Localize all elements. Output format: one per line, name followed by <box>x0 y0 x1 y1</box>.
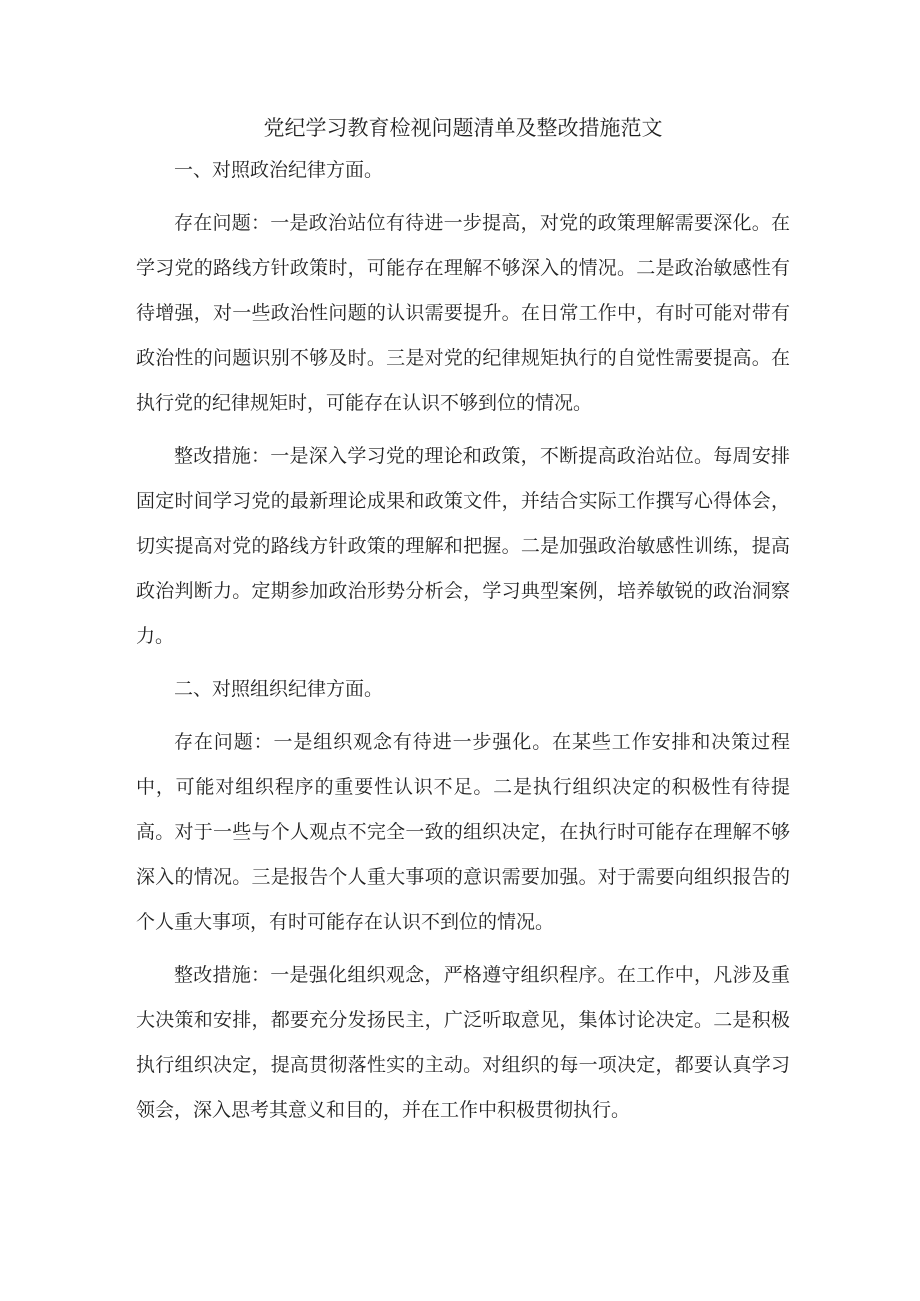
section-measures-political: 整改措施：一是深入学习党的理论和政策，不断提高政治站位。每周安排固定时间学习党的最新理论成果和政策文件，并结合实际工作撰写心得体会，切实提高对党的路线方针政策的理解和把握。二是加强政治敏感性训练，提高政治判断力。定期参加政治形势分析会，学习典型案例，培养敏锐的政治洞察力。 <box>136 445 790 647</box>
section-problems-organizational: 存在问题：一是组织观念有待进一步强化。在某些工作安排和决策过程中，可能对组织程序的重要性认识不足。二是执行组织决定的积极性有待提高。对于一些与个人观点不完全一致的组织决定，在执行时可能存在理解不够深入的情况。三是报告个人重大事项的意识需要加强。对于需要向组织报告的个人重大事项，有时可能存在认识不到位的情况。 <box>136 731 790 933</box>
section-heading-political: 一、对照政治纪律方面。 <box>174 159 384 181</box>
document-body <box>136 108 790 1141</box>
section-problems-political: 存在问题：一是政治站位有待进一步提高，对党的政策理解需要深化。在学习党的路线方针政策时，可能存在理解不够深入的情况。二是政治敏感性有待增强，对一些政治性问题的认识需要提升。在日常工作中，有时可能对带有政治性的问题识别不够及时。三是对党的纪律规矩执行的自觉性需要提高。在执行党的纪律规矩时，可能存在认识不够到位的情况。 <box>136 212 790 414</box>
document-title: 党纪学习教育检视问题清单及整改措施范文 <box>263 116 663 140</box>
section-heading-organizational: 二、对照组织纪律方面。 <box>174 678 384 700</box>
section-measures-organizational: 整改措施：一是强化组织观念，严格遵守组织程序。在工作中，凡涉及重大决策和安排，都要充分发扬民主，广泛听取意见，集体讨论决定。二是积极执行组织决定，提高贯彻落性实的主动。对组织的每一项决定，都要认真学习领会，深入思考其意义和目的，并在工作中积极贯彻执行。 <box>136 964 790 1121</box>
